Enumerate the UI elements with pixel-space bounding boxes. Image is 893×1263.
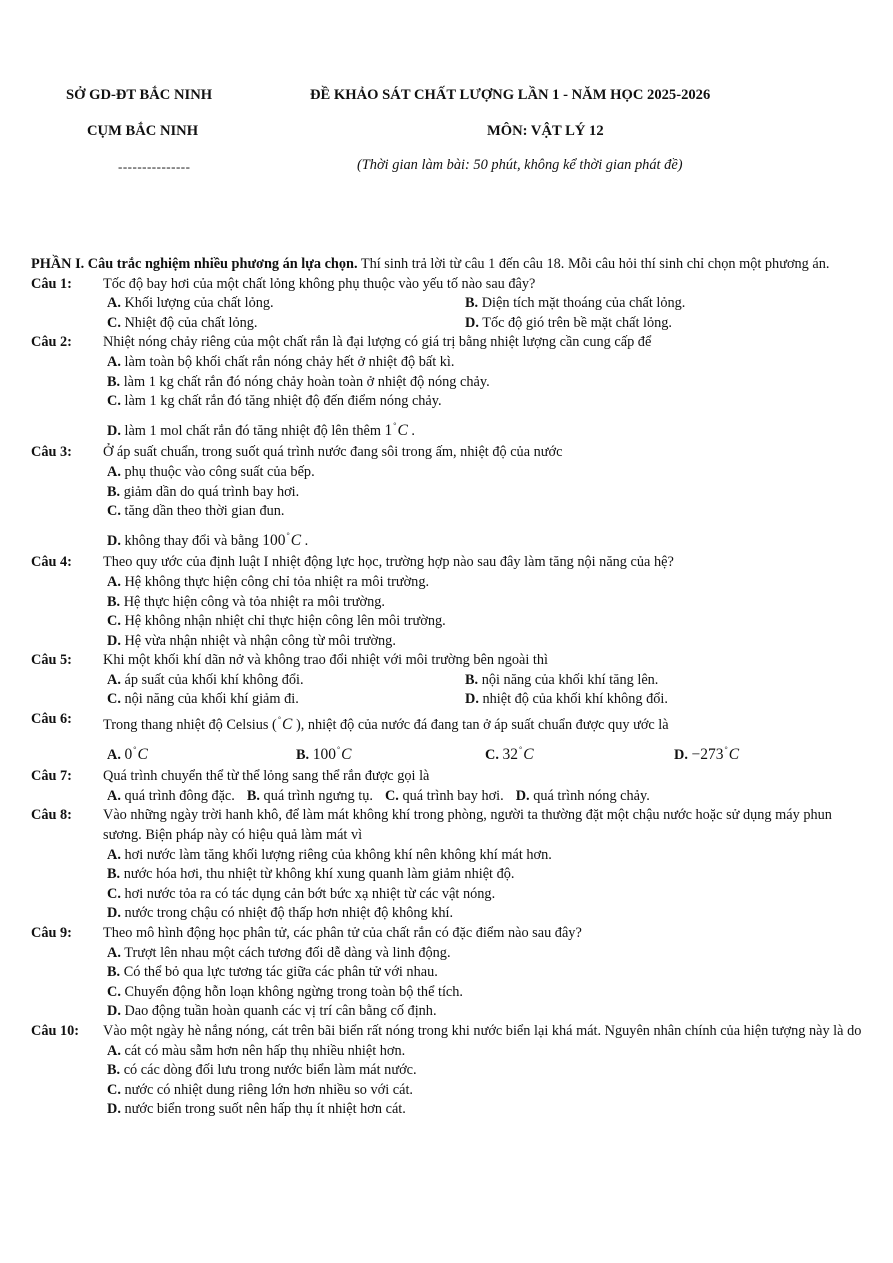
question-3 — [31, 443, 863, 463]
org-line-1: SỞ GD-ĐT BẮC NINH — [66, 87, 213, 103]
option-text: có các dòng đối lưu trong nước biển làm mát nước. — [120, 1062, 417, 1079]
part-title: PHẦN I. Câu trắc nghiệm nhiều phương án lựa chọn. — [31, 256, 358, 272]
question-4 — [31, 553, 863, 573]
math-expression — [262, 532, 301, 549]
degree-mark: ° — [336, 744, 341, 754]
question-8 — [31, 806, 863, 845]
option-text: Hệ không thực hiện công chỉ tỏa nhiệt ra môi trường. — [120, 573, 430, 590]
math-unit: C — [137, 745, 148, 763]
option-line — [107, 1002, 863, 1022]
option-line — [107, 463, 863, 483]
option-cell — [107, 314, 465, 334]
math-unit: C — [341, 745, 352, 763]
option-letter: C. — [107, 983, 121, 1000]
option-letter: C. — [107, 613, 121, 630]
question-list — [31, 275, 863, 1120]
math-expression — [691, 746, 739, 763]
answer-option — [107, 574, 429, 590]
option-letter: B. — [107, 593, 121, 610]
option-letter: A. — [107, 671, 121, 688]
answer-option — [107, 295, 274, 311]
option-cell — [107, 690, 465, 710]
answer-option — [465, 295, 685, 311]
math-expression — [124, 746, 147, 763]
question-label: Câu 8: — [31, 807, 72, 824]
question-label: Câu 10: — [31, 1022, 80, 1039]
option-text: Có thể bỏ qua lực tương tác giữa các phân tử với nhau. — [120, 964, 438, 981]
option-text: quá trình bay hơi. — [398, 787, 504, 804]
answer-option — [107, 945, 451, 961]
option-letter: B. — [107, 866, 121, 883]
answer-option — [107, 464, 315, 480]
question-1 — [31, 275, 863, 295]
option-text: nước biển trong suốt nên hấp thụ ít nhiệt hơn cát. — [120, 1101, 406, 1118]
option-letter: D. — [107, 532, 121, 549]
question-text-before: Trong thang nhiệt độ Celsius ( — [103, 717, 277, 734]
question-text: Theo quy ước của định luật I nhiệt động lực học, trường hợp nào sau đây làm tăng nội năng của hệ? — [103, 554, 674, 571]
option-line — [107, 983, 863, 1003]
options-block — [31, 787, 863, 807]
degree-mark: ° — [286, 530, 290, 540]
option-line — [107, 1081, 863, 1101]
option-cell — [485, 740, 674, 766]
option-line — [107, 412, 863, 444]
option-letter: C. — [107, 885, 121, 902]
answer-option — [107, 1082, 413, 1098]
answer-option — [465, 672, 658, 688]
math-expression — [385, 422, 408, 439]
option-text: Trượt lên nhau một cách tương đối dễ dàng và linh động. — [120, 944, 451, 961]
option-line — [107, 846, 863, 866]
answer-option — [107, 788, 235, 804]
option-line — [107, 944, 863, 964]
question-label: Câu 2: — [31, 334, 72, 351]
option-letter: A. — [107, 787, 121, 804]
answer-option — [107, 847, 552, 863]
option-letter: A. — [107, 295, 121, 312]
part-instructions: Thí sinh trả lời từ câu 1 đến câu 18. Mỗi câu hỏi thí sinh chỉ chọn một phương án. — [357, 256, 830, 272]
degree-mark: ° — [133, 744, 137, 754]
option-letter: A. — [107, 353, 121, 370]
option-letter: C. — [107, 393, 121, 410]
option-text: Nhiệt độ của chất lỏng. — [120, 314, 258, 331]
option-letter: D. — [674, 746, 688, 763]
options-block — [31, 294, 863, 333]
answer-option — [107, 1101, 406, 1117]
exam-body — [31, 255, 863, 1120]
math-expression — [277, 716, 293, 733]
option-line — [107, 502, 863, 522]
answer-option — [385, 788, 504, 804]
answer-option — [107, 905, 453, 921]
question-label: Câu 3: — [31, 444, 72, 461]
option-letter: C. — [384, 787, 399, 804]
options-row — [107, 690, 863, 710]
question-text: Ở áp suất chuẩn, trong suốt quá trình nước đang sôi trong ấm, nhiệt độ của nước — [103, 444, 563, 461]
options-row — [107, 740, 863, 766]
answer-option — [674, 744, 740, 763]
option-text: Hệ thực hiện công và tỏa nhiệt ra môi trường. — [120, 593, 385, 610]
exam-title: ĐỀ KHẢO SÁT CHẤT LƯỢNG LẦN 1 - NĂM HỌC 2025-2026 — [310, 87, 711, 103]
option-text: nội năng của khối khí tăng lên. — [478, 671, 659, 688]
option-cell — [465, 294, 823, 314]
answer-option — [107, 672, 304, 688]
answer-option — [107, 420, 415, 439]
answer-option — [107, 315, 257, 331]
option-text: áp suất của khối khí không đổi. — [120, 671, 304, 688]
answer-option — [107, 886, 495, 902]
option-line — [107, 865, 863, 885]
option-end: . — [301, 532, 309, 549]
option-line — [107, 612, 863, 632]
option-cell — [107, 671, 465, 691]
math-unit: C — [282, 716, 293, 734]
option-end: . — [407, 422, 415, 439]
option-text: nhiệt độ của khối khí không đổi. — [478, 691, 668, 708]
question-10 — [31, 1022, 863, 1042]
option-letter: C. — [107, 503, 121, 520]
answer-option — [107, 691, 299, 707]
answer-option — [107, 503, 285, 519]
option-text: quá trình nóng chảy. — [529, 787, 650, 804]
math-number: −273 — [691, 745, 724, 763]
option-line — [107, 632, 863, 652]
option-letter: B. — [465, 295, 479, 312]
options-row — [107, 787, 863, 807]
option-text: làm toàn bộ khối chất rắn nóng chảy hết ở nhiệt độ bất kì. — [120, 353, 455, 370]
option-text: Diện tích mặt thoáng của chất lỏng. — [478, 295, 686, 312]
options-block — [31, 463, 863, 553]
option-letter: A. — [107, 573, 121, 590]
question-7 — [31, 767, 863, 787]
option-cell — [107, 294, 465, 314]
answer-option — [247, 788, 373, 804]
option-text: quá trình ngưng tụ. — [259, 787, 373, 804]
option-line — [107, 483, 863, 503]
option-line — [107, 573, 863, 593]
time-note: (Thời gian làm bài: 50 phút, không kể thời gian phát đề) — [357, 157, 683, 173]
answer-option — [465, 691, 668, 707]
answer-option — [107, 393, 442, 409]
option-text: hơi nước làm tăng khối lượng riêng của không khí nên không khí mát hơn. — [120, 846, 552, 863]
answer-option — [107, 964, 438, 980]
degree-mark: ° — [518, 744, 523, 754]
option-line — [107, 1061, 863, 1081]
question-2 — [31, 333, 863, 353]
option-text: hơi nước tỏa ra có tác dụng cản bớt bức xạ nhiệt từ các vật nóng. — [120, 885, 496, 902]
option-letter: B. — [107, 964, 121, 981]
option-line — [107, 353, 863, 373]
answer-option — [107, 1043, 405, 1059]
option-letter: D. — [107, 1003, 121, 1020]
option-letter: A. — [107, 944, 121, 961]
subject-line: MÔN: VẬT LÝ 12 — [487, 123, 604, 139]
options-block — [31, 671, 863, 710]
degree-mark: ° — [393, 420, 397, 430]
answer-option — [107, 354, 454, 370]
math-unit: C — [728, 745, 740, 763]
question-text-after: ), nhiệt độ của nước đá đang tan ở áp suất chuẩn được quy ước là — [292, 717, 669, 734]
answer-option — [107, 594, 385, 610]
option-line — [107, 593, 863, 613]
answer-option — [107, 530, 309, 549]
option-letter: A. — [107, 846, 121, 863]
option-text: làm 1 mol chất rắn đó tăng nhiệt độ lên thêm — [120, 422, 381, 439]
answer-option — [485, 744, 534, 763]
math-unit: C — [397, 421, 408, 439]
option-letter: D. — [107, 905, 121, 922]
option-letter: B. — [107, 483, 121, 500]
header-divider: --------------- — [118, 159, 191, 174]
math-number: 1 — [384, 421, 393, 439]
org-line-2: CỤM BẮC NINH — [87, 123, 199, 139]
option-text: quá trình đông đặc. — [120, 787, 235, 804]
option-text: nội năng của khối khí giảm đi. — [120, 691, 299, 708]
option-letter: B. — [107, 1062, 121, 1079]
question-label: Câu 9: — [31, 925, 72, 941]
option-cell — [674, 740, 863, 766]
option-text: Chuyển động hỗn loạn không ngừng trong toàn bộ thể tích. — [120, 983, 464, 1000]
math-number: 32 — [502, 745, 518, 763]
option-letter: B. — [246, 787, 260, 804]
option-letter: D. — [107, 1101, 121, 1118]
option-text: làm 1 kg chất rắn đó nóng chảy hoàn toàn ở nhiệt độ nóng chảy. — [120, 373, 490, 390]
options-row — [107, 314, 863, 334]
option-letter: A. — [107, 1042, 121, 1059]
answer-option — [107, 1003, 437, 1019]
question-6 — [31, 710, 863, 736]
option-letter: D. — [465, 314, 479, 331]
answer-option — [107, 484, 299, 500]
answer-option — [465, 315, 672, 331]
math-unit: C — [523, 745, 534, 763]
options-block — [31, 573, 863, 651]
option-letter: D. — [465, 691, 479, 708]
option-text: phụ thuộc vào công suất của bếp. — [120, 463, 315, 480]
option-text: cát có màu sẫm hơn nên hấp thụ nhiều nhiệt hơn. — [120, 1042, 406, 1059]
math-expression — [502, 746, 533, 763]
option-letter: B. — [465, 671, 479, 688]
question-label: Câu 4: — [31, 554, 72, 571]
option-letter: A. — [107, 746, 121, 763]
option-letter: D. — [107, 422, 121, 439]
option-letter: B. — [296, 746, 310, 763]
degree-mark: ° — [277, 715, 282, 725]
question-label: Câu 5: — [31, 652, 72, 669]
answer-option — [296, 744, 352, 763]
question-9 — [31, 924, 863, 944]
option-text: giảm dần do quá trình bay hơi. — [120, 483, 300, 500]
question-text: Quá trình chuyển thể từ thể lỏng sang thể rắn được gọi là — [103, 768, 430, 785]
option-line — [107, 1042, 863, 1062]
option-letter: D. — [107, 632, 121, 649]
question-text — [103, 710, 863, 736]
option-cell — [465, 690, 823, 710]
option-letter: C. — [485, 746, 499, 763]
question-text: Theo mô hình động học phân tử, các phân tử của chất rắn có đặc điểm nào sau đây? — [103, 925, 582, 941]
options-block — [31, 740, 863, 766]
option-line — [107, 522, 863, 554]
math-number: 0 — [124, 745, 133, 763]
degree-mark: ° — [724, 744, 728, 754]
option-cell — [107, 740, 296, 766]
option-text: nước trong chậu có nhiệt độ thấp hơn nhiệt độ không khí. — [120, 905, 454, 922]
question-text: Vào một ngày hè nắng nóng, cát trên bãi biển rất nóng trong khi nước biển lại khá mát. Nguyên nhân chính của hiện tượng này là do — [103, 1022, 862, 1039]
option-text: Hệ vừa nhận nhiệt và nhận công từ môi trường. — [120, 632, 396, 649]
question-text: Khi một khối khí dãn nở và không trao đổi nhiệt với môi trường bên ngoài thì — [103, 652, 548, 669]
option-line — [107, 963, 863, 983]
question-label: Câu 6: — [31, 711, 72, 728]
options-block — [31, 846, 863, 924]
option-letter: B. — [107, 373, 121, 390]
part-intro — [31, 255, 863, 275]
options-block — [31, 944, 863, 1022]
option-letter: C. — [107, 691, 121, 708]
answer-option — [107, 984, 463, 1000]
answer-option — [107, 633, 396, 649]
options-block — [31, 353, 863, 443]
option-text: Dao động tuần hoàn quanh các vị trí cân bằng cố định. — [120, 1003, 437, 1020]
options-row — [107, 671, 863, 691]
option-text: làm 1 kg chất rắn đó tăng nhiệt độ đến điểm nóng chảy. — [120, 393, 442, 410]
question-text: Vào những ngày trời hanh khô, để làm mát không khí trong phòng, người ta thường đặt một chậu nước hoặc sử dụng máy phun sương. Biện pháp này có hiệu quả làm mát vì — [103, 807, 832, 844]
question-text: Nhiệt nóng chảy riêng của một chất rắn là đại lượng có giá trị bằng nhiệt lượng cần cung cấp để — [103, 334, 652, 351]
option-letter: A. — [107, 463, 121, 480]
option-letter: C. — [107, 314, 121, 331]
answer-option — [107, 866, 514, 882]
options-block — [31, 1042, 863, 1120]
question-text: Tốc độ bay hơi của một chất lỏng không phụ thuộc vào yếu tố nào sau đây? — [103, 275, 536, 292]
answer-option — [516, 788, 650, 804]
option-text: Tốc độ gió trên bề mặt chất lỏng. — [478, 314, 672, 331]
option-text: Hệ không nhận nhiệt chỉ thực hiện công lên môi trường. — [120, 613, 446, 630]
option-text: không thay đổi và bằng — [120, 532, 259, 549]
option-text: tăng dần theo thời gian đun. — [120, 503, 285, 520]
question-5 — [31, 651, 863, 671]
answer-option — [107, 613, 446, 629]
question-label: Câu 7: — [31, 768, 72, 785]
answer-option — [107, 374, 490, 390]
option-text: nước hóa hơi, thu nhiệt từ không khí xung quanh làm giảm nhiệt độ. — [120, 866, 515, 883]
option-line — [107, 1100, 863, 1120]
answer-option — [107, 744, 148, 763]
option-cell — [465, 314, 823, 334]
option-line — [107, 392, 863, 412]
option-line — [107, 904, 863, 924]
option-text: nước có nhiệt dung riêng lớn hơn nhiều so với cát. — [120, 1081, 414, 1098]
options-row — [107, 294, 863, 314]
question-label: Câu 1: — [31, 275, 72, 292]
option-letter: D. — [515, 787, 530, 804]
option-letter: C. — [107, 1081, 121, 1098]
math-number: 100 — [312, 745, 336, 763]
option-cell — [296, 740, 485, 766]
option-line — [107, 373, 863, 393]
option-text: Khối lượng của chất lỏng. — [120, 295, 274, 312]
math-unit: C — [290, 531, 302, 549]
option-line — [107, 885, 863, 905]
math-expression — [313, 746, 352, 763]
answer-option — [107, 1062, 417, 1078]
math-number: 100 — [262, 531, 286, 549]
option-cell — [465, 671, 823, 691]
